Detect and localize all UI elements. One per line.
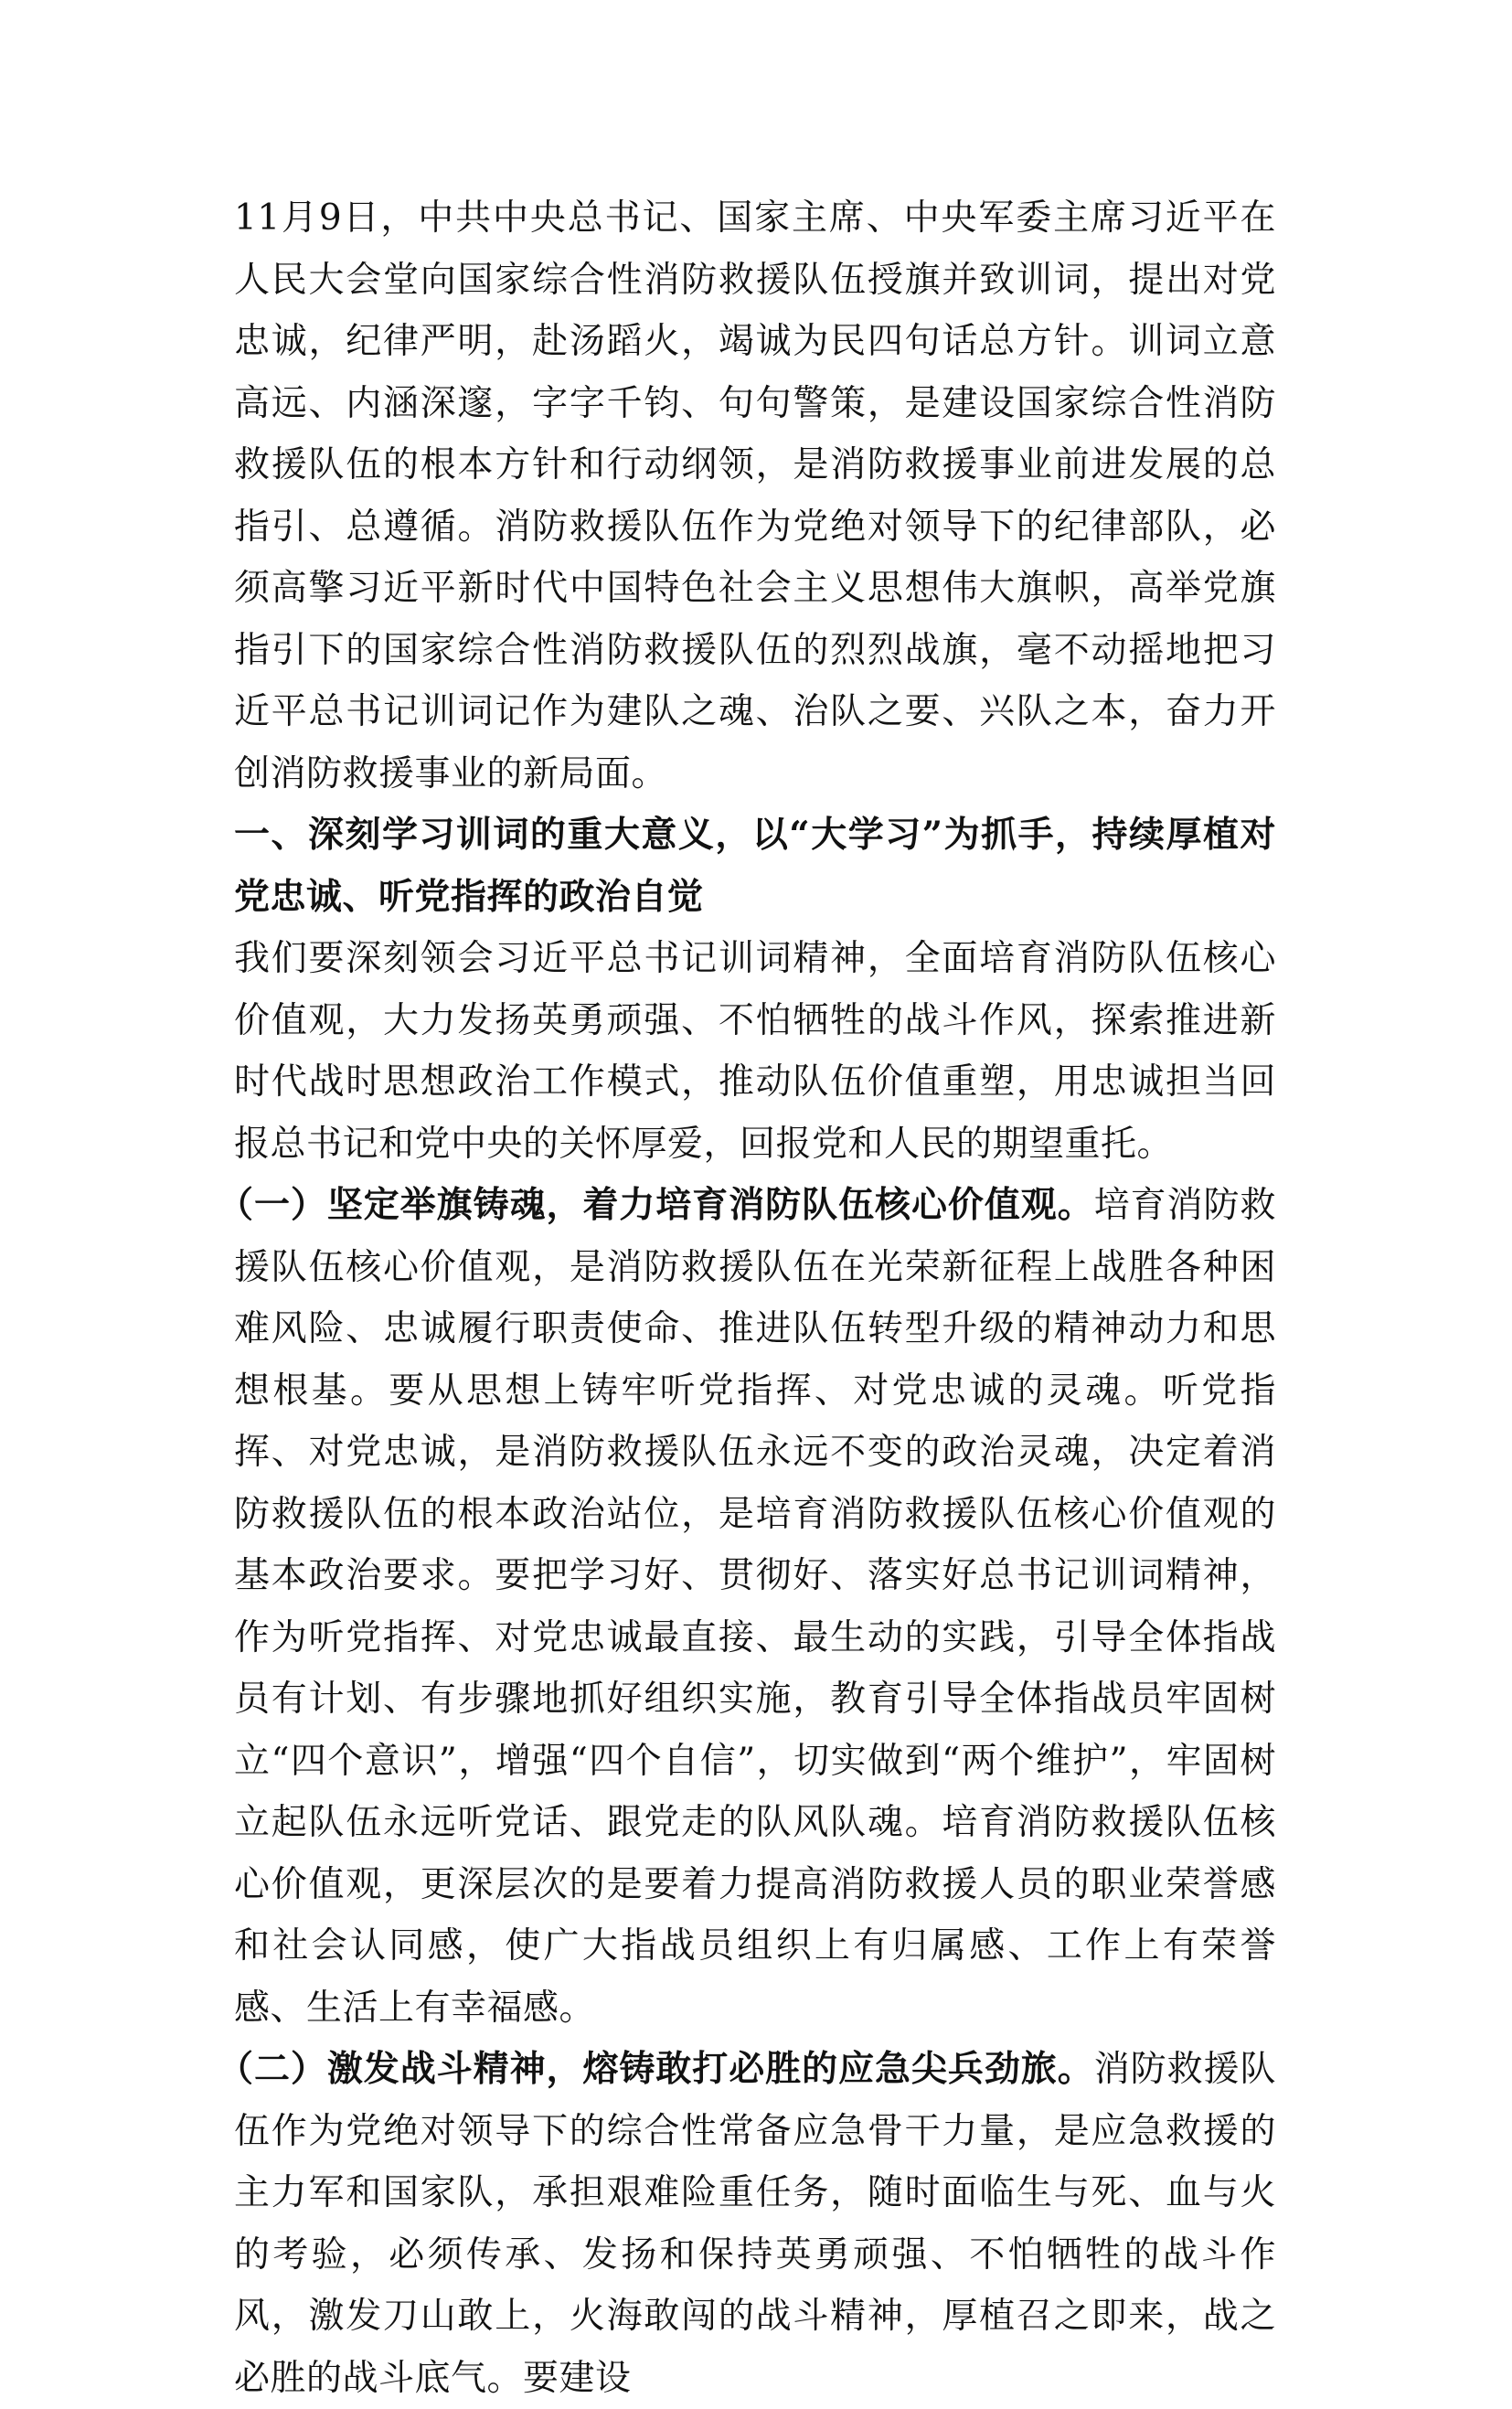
item-1-body: 培育消防救援队伍核心价值观，是消防救援队伍在光荣新征程上战胜各种困难风险、忠诚履行职责使命、推进队伍转型升级的精神动力和思想根基。要从思想上铸牢听党指挥、对党忠诚的灵魂。听党指挥、对党忠诚，是消防救援队伍永远不变的政治灵魂，决定着消防救援队伍的根本政治站位，是培育消防救援队伍核心价值观的基本政治要求。要把学习好、贯彻好、落实好总书记训词精神，作为听党指挥、对党忠诚最直接、最生动的实践，引导全体指战员有计划、有步骤地抓好组织实施，教育引导全体指战员牢固树立“四个意识”，增强“四个自信”，切实做到“两个维护”，牢固树立起队伍永远听党话、跟党走的队风队魂。培育消防救援队伍核心价值观，更深层次的是要着力提高消防救援人员的职业荣誉感和社会认同感，使广大指战员组织上有归属感、工作上有荣誉感、生活上有幸福感。	[234, 1185, 1276, 2029]
section-heading-1: 一、深刻学习训词的重大意义，以“大学习”为抓手，持续厚植对党忠诚、听党指挥的政治自觉	[234, 814, 1276, 918]
section-1-paragraph: 我们要深刻领会习近平总书记训词精神，全面培育消防队伍核心价值观，大力发扬英勇顽强、不怕牺牲的战斗作风，探索推进新时代战时思想政治工作模式，推动队伍价值重塑，用忠诚担当回报总书记和党中央的关怀厚爱，回报党和人民的期望重托。	[234, 938, 1276, 1165]
intro-paragraph: 11月9日，中共中央总书记、国家主席、中央军委主席习近平在人民大会堂向国家综合性消防救援队伍授旗并致训词，提出对党忠诚，纪律严明，赴汤蹈火，竭诚为民四句话总方针。训词立意高远、内涵深邃，字字千钧、句句警策，是建设国家综合性消防救援队伍的根本方针和行动纲领，是消防救援事业前进发展的总指引、总遵循。消防救援队伍作为党绝对领导下的纪律部队，必须高擎习近平新时代中国特色社会主义思想伟大旗帜，高举党旗指引下的国家综合性消防救援队伍的烈烈战旗，毫不动摇地把习近平总书记训词记作为建队之魂、治队之要、兴队之本，奋力开创消防救援事业的新局面。	[234, 197, 1276, 794]
item-1-lead: （一）坚定举旗铸魂，着力培育消防队伍核心价值观。	[218, 1184, 1094, 1226]
item-2-body: 消防救援队伍作为党绝对领导下的综合性常备应急骨干力量，是应急救援的主力军和国家队，承担艰难险重任务，随时面临生与死、血与火的考验，必须传承、发扬和保持英勇顽强、不怕牺牲的战斗作风，激发刀山敢上，火海敢闯的战斗精神，厚植召之即来，战之必胜的战斗底气。要建设	[234, 2049, 1276, 2399]
item-2-lead: （二）激发战斗精神，熔铸敢打必胜的应急尖兵劲旅。	[218, 2048, 1094, 2090]
item-1-paragraph	[218, 1175, 1276, 2039]
document-page	[218, 187, 1276, 2409]
item-2-paragraph	[218, 2039, 1276, 2409]
